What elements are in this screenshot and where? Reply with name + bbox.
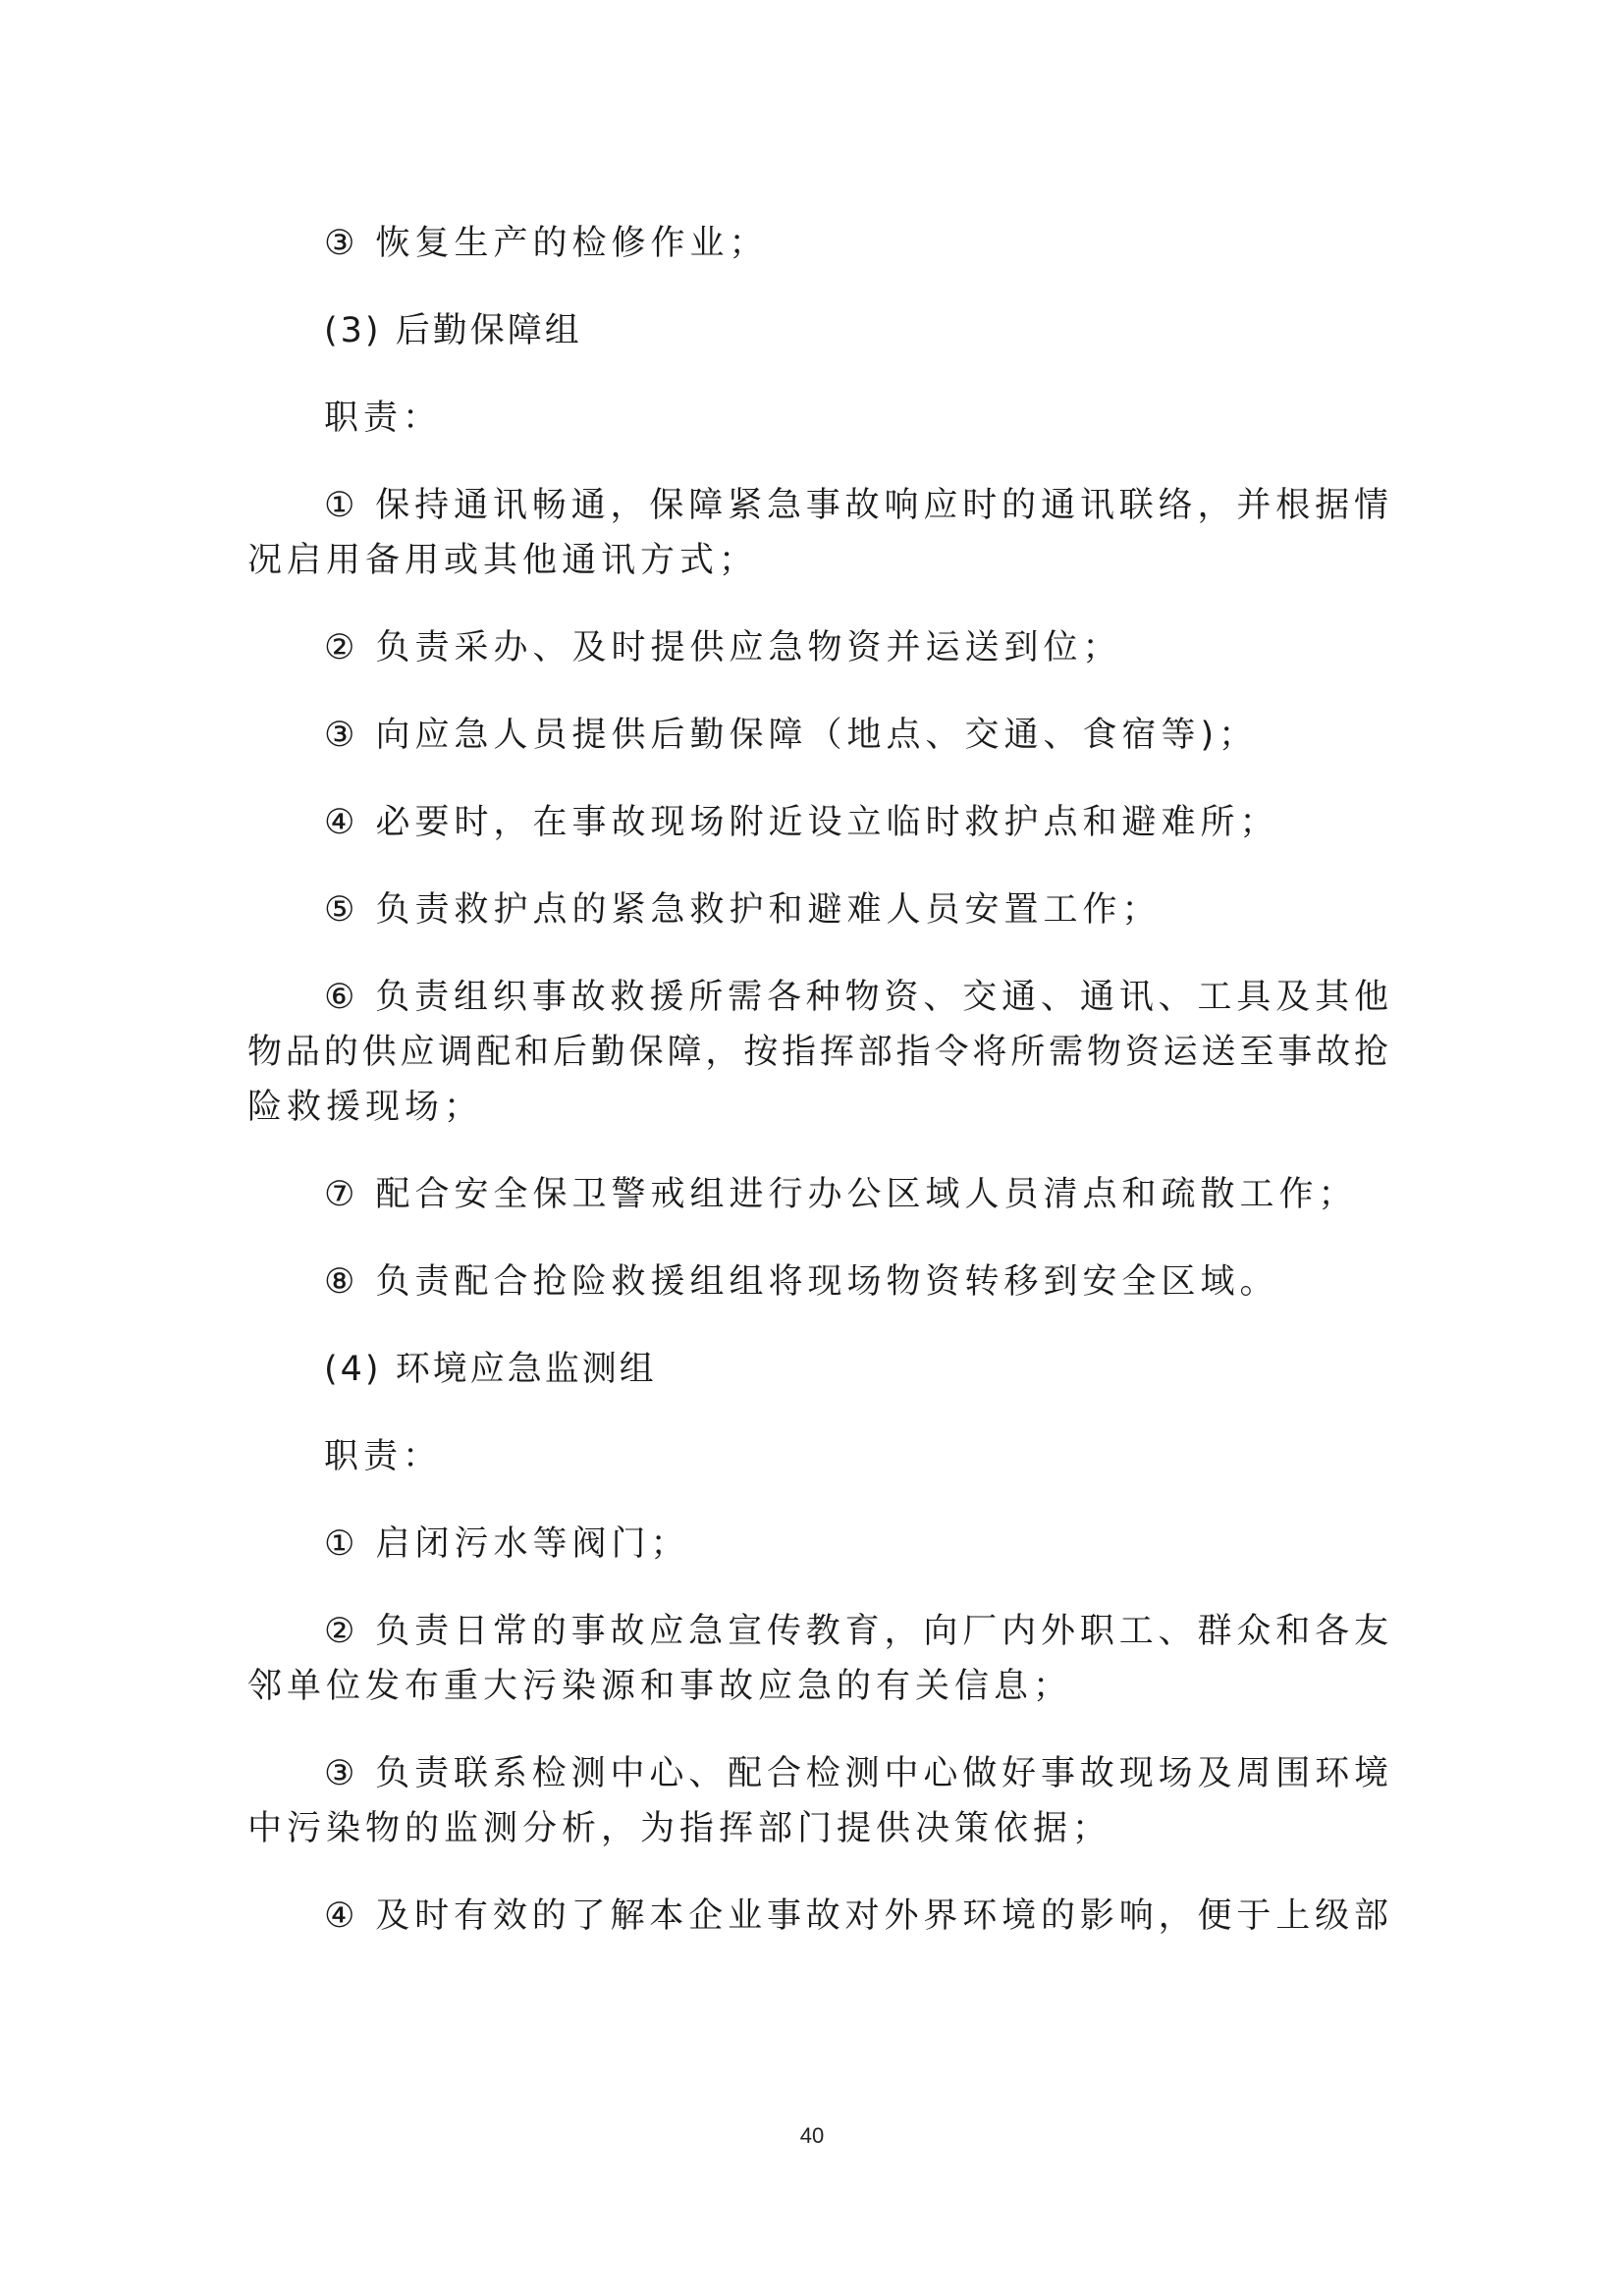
list-item-continuation: 中污染物的监测分析，为指挥部门提供决策依据；: [247, 1809, 1112, 1848]
list-item: ④ 必要时，在事故现场附近设立临时救护点和避难所；: [324, 803, 1279, 842]
list-item: ② 负责采办、及时提供应急物资并运送到位；: [324, 628, 1122, 667]
list-item-continuation: 物品的供应调配和后勤保障，按指挥部指令将所需物资运送至事故抢: [247, 1033, 1388, 1072]
list-item: ⑧ 负责配合抢险救援组组将现场物资转移到安全区域。: [324, 1262, 1279, 1302]
list-item: ① 启闭污水等阀门；: [324, 1524, 690, 1564]
responsibility-label: 职责：: [324, 399, 443, 438]
list-item: ④ 及时有效的了解本企业事故对外界环境的影响，便于上级部: [324, 1896, 1388, 1936]
page-body: [247, 216, 1388, 1944]
list-item: ② 负责日常的事故应急宣传教育，向厂内外职工、群众和各友: [324, 1612, 1388, 1651]
list-item: ③ 恢复生产的检修作业；: [324, 224, 769, 263]
list-item: ③ 负责联系检测中心、配合检测中心做好事故现场及周围环境: [324, 1754, 1388, 1793]
list-item: ③ 向应急人员提供后勤保障（地点、交通、食宿等)；: [324, 716, 1259, 755]
section-heading: (3) 后勤保障组: [324, 311, 582, 350]
list-item: ⑤ 负责救护点的紧急救护和避难人员安置工作；: [324, 890, 1162, 930]
responsibility-label: 职责：: [324, 1437, 443, 1476]
list-item: ⑥ 负责组织事故救援所需各种物资、交通、通讯、工具及其他: [324, 978, 1388, 1017]
page-number: 40: [799, 2123, 825, 2148]
list-item: ⑦ 配合安全保卫警戒组进行办公区域人员清点和疏散工作；: [324, 1175, 1358, 1214]
list-item-continuation: 况启用备用或其他通讯方式；: [247, 541, 759, 580]
list-item-continuation: 邻单位发布重大污染源和事故应急的有关信息；: [247, 1667, 1073, 1706]
section-heading: (4) 环境应急监测组: [324, 1350, 657, 1389]
list-item-continuation: 险救援现场；: [247, 1088, 484, 1127]
list-item: ① 保持通讯畅通，保障紧急事故响应时的通讯联络，并根据情: [324, 486, 1388, 525]
